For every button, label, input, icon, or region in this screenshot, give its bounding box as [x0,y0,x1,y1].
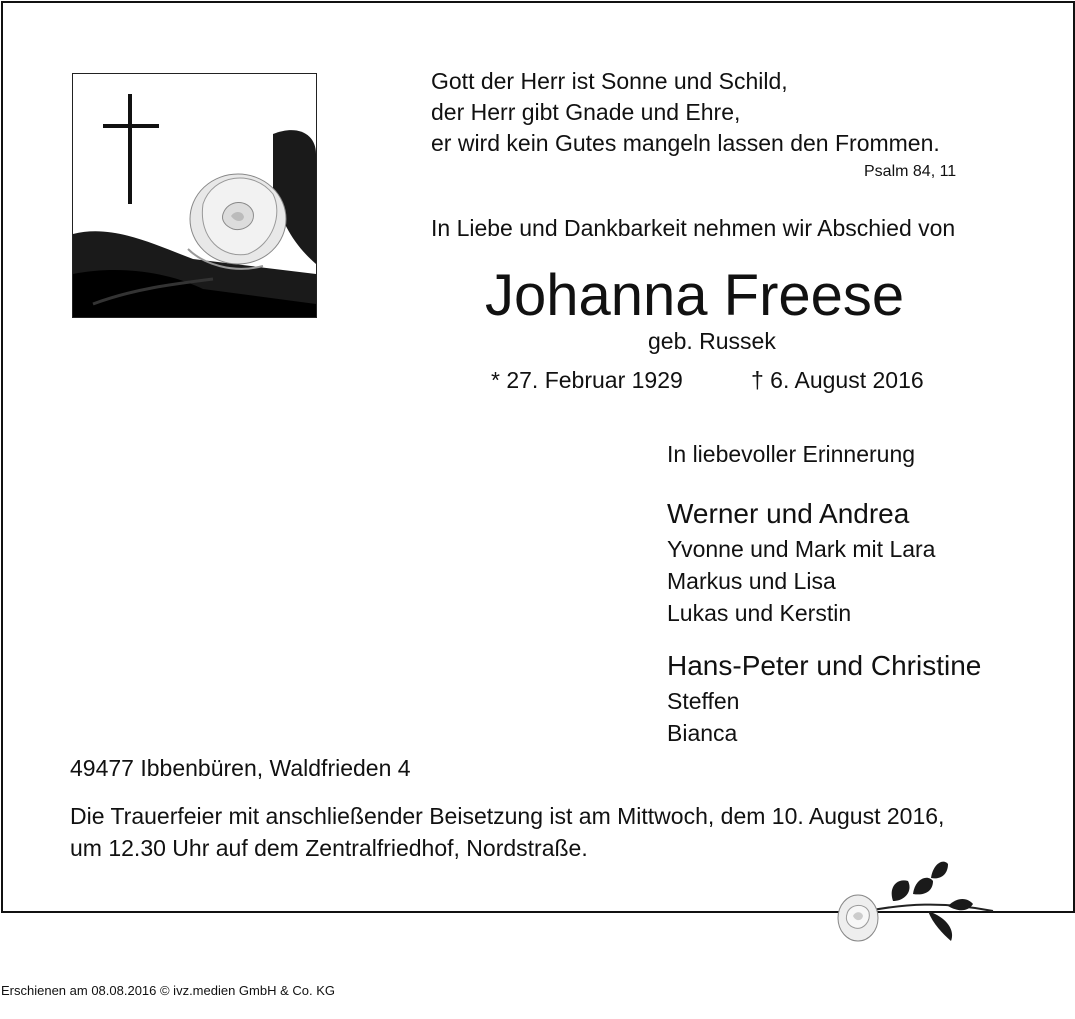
family-member: Bianca [667,720,738,746]
ceremony-line: Die Trauerfeier mit anschließender Beisetzung ist am Mittwoch, dem 10. August 2016, [70,803,945,829]
family-head: Hans-Peter und Christine [667,650,982,681]
verse-line: Gott der Herr ist Sonne und Schild, [431,68,788,94]
address: 49477 Ibbenbüren, Waldfrieden 4 [70,755,411,781]
rose-icon [833,856,998,956]
family-head: Werner und Andrea [667,498,910,529]
birth-date: * 27. Februar 1929 [491,367,683,393]
family-member: Markus und Lisa [667,568,836,594]
birth-name: geb. Russek [648,328,776,354]
publication-footer: Erschienen am 08.08.2016 © ivz.medien GmbH & Co. KG [1,983,336,998]
family-member: Yvonne und Mark mit Lara [667,536,936,562]
verse-reference: Psalm 84, 11 [864,163,957,180]
family-members [667,685,739,749]
family-members [667,533,935,629]
death-date: † 6. August 2016 [751,367,924,393]
cross-rose-icon [72,73,317,318]
family-member: Steffen [667,688,740,714]
intro-text: In Liebe und Dankbarkeit nehmen wir Abschied von [431,215,956,241]
ceremony-line: um 12.30 Uhr auf dem Zentralfriedhof, Nordstraße. [70,835,588,861]
ceremony-info [70,800,944,864]
deceased-name: Johanna Freese [485,263,905,328]
bible-verse [431,66,940,159]
verse-line: er wird kein Gutes mangeln lassen den Frommen. [431,130,940,156]
verse-line: der Herr gibt Gnade und Ehre, [431,99,741,125]
memory-text: In liebevoller Erinnerung [667,441,916,467]
family-member: Lukas und Kerstin [667,600,852,626]
